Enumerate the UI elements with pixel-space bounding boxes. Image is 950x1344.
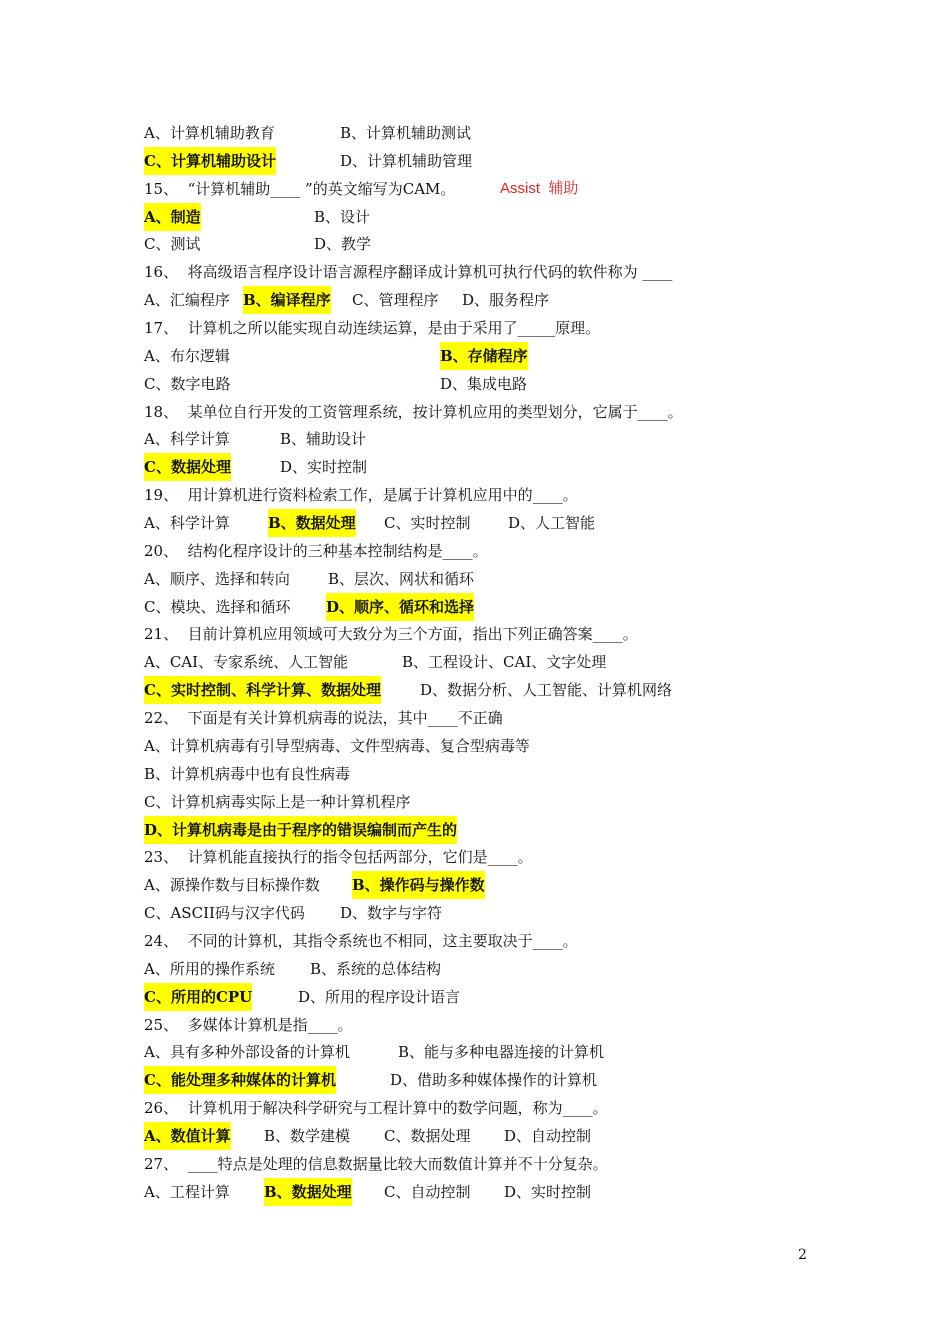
line-text: A、工程计算	[144, 1182, 230, 1201]
line-text: D、教学	[314, 235, 372, 254]
line-text: A、源操作数与目标操作数	[144, 876, 320, 895]
line-text: 22、 下面是有关计算机病毒的说法，其中____不正确	[144, 709, 503, 728]
line-text: C、实时控制	[384, 514, 471, 533]
line-text: A、计算机病毒有引导型病毒、文件型病毒、复合型病毒等	[144, 736, 530, 755]
line-text: 17、 计算机之所以能实现自动连续运算，是由于采用了_____原理。	[144, 319, 601, 338]
line-text: C、数字电路	[144, 374, 231, 393]
line-text: D、数字与字符	[340, 904, 443, 923]
answer-highlight: C、所用的CPU	[144, 983, 252, 1011]
line-text: 21、 目前计算机应用领域可大致分为三个方面，指出下列正确答案____。	[144, 625, 638, 644]
line-text: B、层次、网状和循环	[328, 569, 475, 588]
page-number: 2	[798, 1247, 807, 1263]
answer-highlight: B、存储程序	[440, 342, 528, 370]
line-text: B、计算机辅助测试	[340, 124, 472, 142]
line-text: D、数据分析、人工智能、计算机网络	[420, 681, 673, 700]
line-text: B、能与多种电器连接的计算机	[398, 1043, 605, 1062]
line-text: A、科学计算	[144, 514, 230, 533]
line-text: D、人工智能	[508, 514, 596, 533]
line-text: A、计算机辅助教育	[144, 124, 275, 142]
answer-highlight: C、数据处理	[144, 453, 231, 481]
line-text: 27、 ____特点是处理的信息数据量比较大而数值计算并不十分复杂。	[144, 1154, 608, 1173]
line-text: A、CAI、专家系统、人工智能	[144, 653, 349, 672]
line-text: A、顺序、选择和转向	[144, 569, 290, 588]
line-text: C、测试	[144, 235, 201, 254]
line-text: 15、 “计算机辅助____ ”的英文缩写为CAM。	[144, 179, 456, 198]
line-text: C、ASCII码与汉字代码	[144, 904, 305, 923]
answer-highlight: B、数据处理	[264, 1178, 352, 1206]
line-text: D、借助多种媒体操作的计算机	[390, 1071, 598, 1090]
line-text: A、所用的操作系统	[144, 959, 275, 978]
line-text: D、所用的程序设计语言	[298, 987, 461, 1006]
answer-highlight: D、计算机病毒是由于程序的错误编制而产生的	[144, 816, 457, 844]
line-text: 20、 结构化程序设计的三种基本控制结构是____。	[144, 541, 488, 560]
line-text: 26、 计算机用于解决科学研究与工程计算中的数学问题，称为____。	[144, 1099, 608, 1118]
line-text: D、自动控制	[504, 1126, 592, 1145]
line-text: B、计算机病毒中也有良性病毒	[144, 764, 351, 783]
answer-highlight: C、能处理多种媒体的计算机	[144, 1066, 336, 1094]
line-text: C、计算机病毒实际上是一种计算机程序	[144, 792, 411, 811]
line-text: C、管理程序	[352, 291, 439, 310]
line-text: C、模块、选择和循环	[144, 597, 291, 616]
line-text: D、实时控制	[280, 458, 368, 477]
line-text: A、汇编程序	[144, 291, 230, 310]
line-text: 18、 某单位自行开发的工资管理系统，按计算机应用的类型划分，它属于____。	[144, 402, 683, 421]
annotation-note: Assist 辅助	[500, 179, 579, 197]
answer-highlight: A、数值计算	[144, 1122, 231, 1150]
line-text: A、具有多种外部设备的计算机	[144, 1043, 350, 1062]
answer-highlight: A、制造	[144, 203, 201, 231]
line-text: A、科学计算	[144, 430, 230, 449]
answer-highlight: B、数据处理	[268, 509, 356, 537]
line-text: B、辅助设计	[280, 430, 367, 449]
line-text: 23、 计算机能直接执行的指令包括两部分，它们是____。	[144, 848, 533, 867]
line-text: B、数学建模	[264, 1126, 351, 1145]
line-text: 19、 用计算机进行资料检索工作，是属于计算机应用中的____。	[144, 486, 578, 505]
line-text: C、数据处理	[384, 1126, 471, 1145]
line-text: A、布尔逻辑	[144, 346, 230, 365]
answer-highlight: B、编译程序	[243, 286, 331, 314]
line-text: D、实时控制	[504, 1182, 592, 1201]
line-text: 16、 将高级语言程序设计语言源程序翻译成计算机可执行代码的软件称为 ____	[144, 263, 673, 282]
answer-highlight: C、实时控制、科学计算、数据处理	[144, 676, 381, 704]
line-text: C、自动控制	[384, 1182, 471, 1201]
line-text: D、计算机辅助管理	[340, 151, 473, 170]
line-text: 24、 不同的计算机，其指令系统也不相同，这主要取决于____。	[144, 931, 578, 950]
line-text: B、工程设计、CAI、文字处理	[402, 653, 607, 672]
line-text: 25、 多媒体计算机是指____。	[144, 1015, 353, 1034]
line-text: D、服务程序	[462, 291, 550, 310]
answer-highlight: B、操作码与操作数	[352, 871, 485, 899]
answer-highlight: D、顺序、循环和选择	[326, 593, 474, 621]
line-text: B、系统的总体结构	[310, 959, 442, 978]
answer-highlight: C、计算机辅助设计	[144, 147, 276, 175]
line-text: B、设计	[314, 207, 371, 226]
line-text: D、集成电路	[440, 374, 528, 393]
